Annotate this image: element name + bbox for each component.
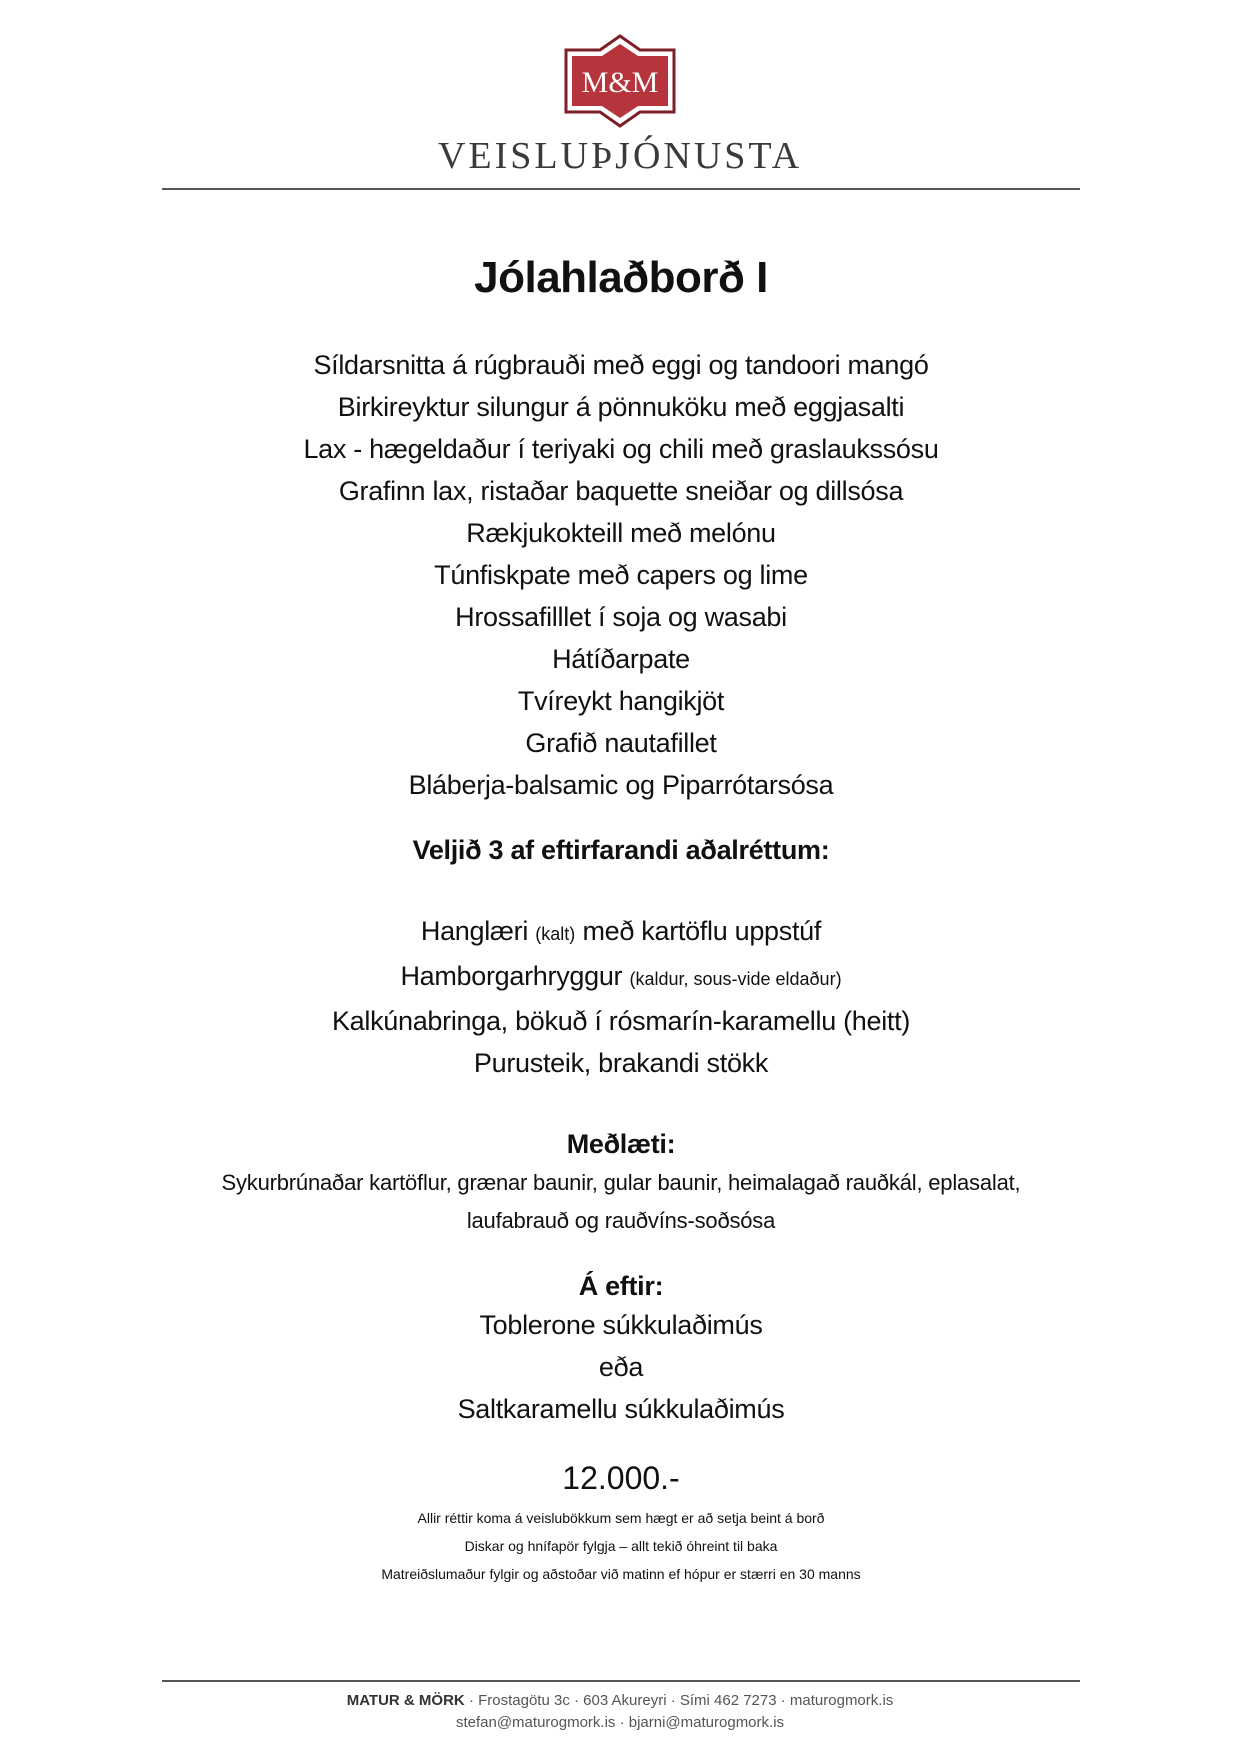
main-note: (kalt) [535,924,576,944]
list-item: Saltkaramellu súkkulaðimús [457,1394,785,1424]
list-item: Grafið nautafillet [525,728,717,758]
footer-address-line: · Frostagötu 3c · 603 Akureyri · Sími 462 7273 · maturogmork.is [468,1692,894,1709]
list-item [162,1042,1080,1084]
list-item: Lax - hægeldaður í teriyaki og chili með graslaukssósu [303,434,939,464]
list-item: Bláberja-balsamic og Piparrótarsósa [408,770,834,800]
dessert-list [162,1304,1080,1430]
main-note: (kaldur, sous-vide eldaður) [629,969,842,989]
main-rest: með kartöflu uppstúf [582,916,822,946]
dessert-heading: Á eftir: [578,1271,664,1301]
main-name: Hamborgarhryggur [400,961,623,991]
mains-list [162,910,1080,1084]
sides-text [102,1164,1140,1240]
header-divider [162,188,1080,190]
note-item: Diskar og hnífapör fylgja – allt tekið óhreint til baka [464,1538,778,1554]
main-name: Kalkúnabringa, bökuð í rósmarín-karamellu (heitt) [331,1006,911,1036]
list-item: Grafinn lax, ristaðar baquette sneiðar og dillsósa [338,476,904,506]
page-footer [0,1690,1240,1734]
price: 12.000.- [562,1460,680,1496]
footer-company: MATUR & MÖRK [346,1692,465,1709]
list-item: Tvíreykt hangikjöt [517,686,725,716]
list-item: Birkireyktur silungur á pönnuköku með eggjasalti [337,392,905,422]
note-item: Matreiðslumaður fylgir og aðstoðar við matinn ef hópur er stærri en 30 manns [381,1566,861,1582]
logo-badge-icon [560,32,680,128]
cold-items-list [162,344,1080,806]
list-item: Hrossafilllet í soja og wasabi [455,602,787,632]
footer-address [0,1690,1240,1712]
sides-heading: Meðlæti: [566,1129,676,1159]
notes-list [162,1504,1080,1588]
note-item: Allir réttir koma á veislubökkum sem hægt er að setja beint á borð [417,1510,825,1526]
list-item [162,1000,1080,1042]
sides-line: laufabrauð og rauðvíns-soðsósa [466,1208,776,1233]
list-item: Toblerone súkkulaðimús [479,1310,763,1340]
menu-title: Jólahlaðborð I [474,253,768,302]
list-item: Hátíðarpate [552,644,690,674]
list-item [162,955,1080,1000]
list-item [162,910,1080,955]
main-name: Hanglæri [420,916,529,946]
footer-divider [162,1680,1080,1682]
list-item: Túnfiskpate með capers og lime [434,560,808,590]
footer-emails: stefan@maturogmork.is · bjarni@maturogmork.is [455,1714,785,1731]
list-item: Rækjukokteill með melónu [466,518,776,548]
menu-content [162,252,1080,1588]
mains-heading: Veljið 3 af eftirfarandi aðalréttum: [412,835,830,865]
brand-name: VEISLUÞJÓNUSTA [437,135,803,177]
sides-line: Sykurbrúnaðar kartöflur, grænar baunir, gular baunir, heimalagað rauðkál, eplasalat, [221,1170,1021,1195]
brand-logo [0,32,1240,176]
main-name: Purusteik, brakandi stökk [473,1048,769,1078]
list-item: Síldarsnitta á rúgbrauði með eggi og tandoori mangó [313,350,929,380]
logo-text: M&M [581,66,659,99]
list-item: eða [598,1352,644,1382]
